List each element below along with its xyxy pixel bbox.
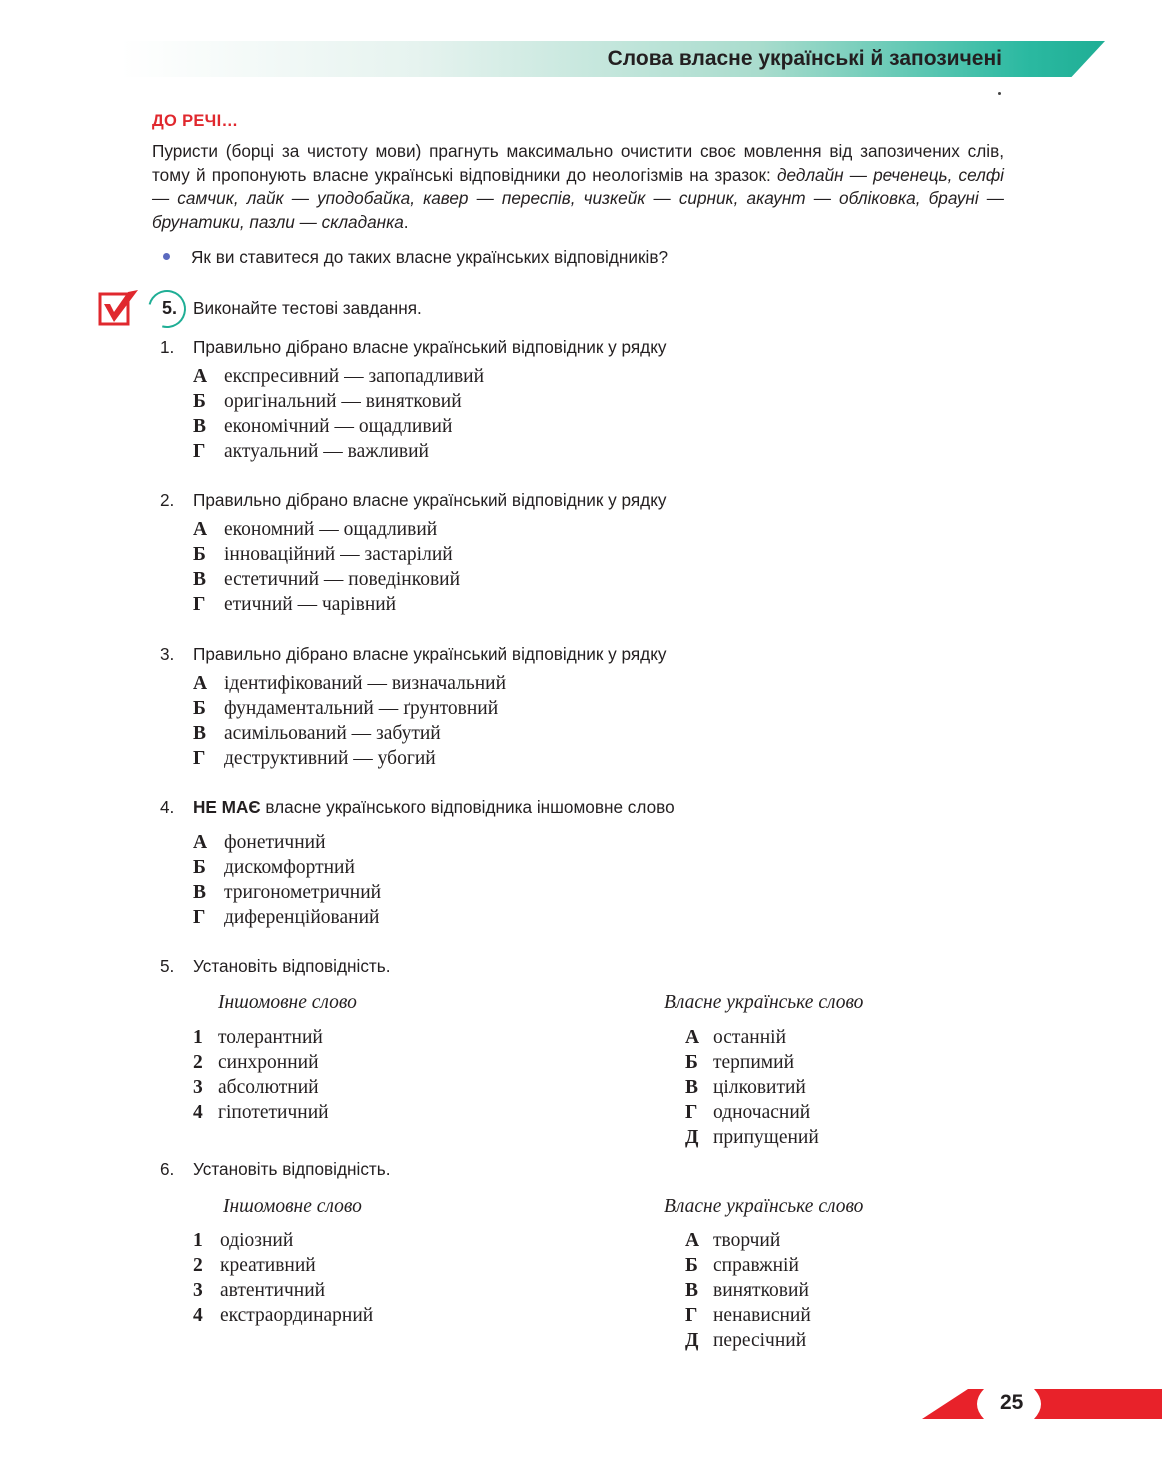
task-number: 5.	[162, 298, 178, 318]
question-number: 1.	[160, 337, 175, 357]
task-instruction: Виконайте тестові завдання.	[193, 298, 422, 318]
option	[193, 905, 381, 930]
item-text: ненависний	[713, 1305, 811, 1326]
question-text: Правильно дібрано власне український відповідник у рядку	[193, 337, 667, 357]
option-letter: Г	[193, 441, 206, 462]
option	[193, 542, 460, 567]
question-number: 2.	[160, 490, 175, 510]
question-2	[160, 490, 667, 511]
question-text: Установіть відповідність.	[193, 1159, 391, 1179]
list-item	[685, 1125, 819, 1150]
bullet-dot-icon	[163, 253, 170, 260]
item-text: креативний	[220, 1255, 316, 1276]
question-6-left-list	[193, 1228, 373, 1328]
question-number: 3.	[160, 644, 175, 664]
list-item	[193, 1303, 373, 1328]
option	[193, 696, 506, 721]
list-item	[193, 1278, 373, 1303]
question-1	[160, 337, 667, 358]
option	[193, 721, 506, 746]
option	[193, 517, 460, 542]
list-item	[193, 1100, 329, 1125]
page-number: 25	[1000, 1391, 1024, 1414]
question-4-options	[193, 830, 381, 930]
list-item	[685, 1100, 819, 1125]
option-text: фонетичний	[224, 832, 326, 853]
question-1-options	[193, 364, 484, 464]
item-text: пересічний	[713, 1330, 807, 1351]
option-text: актуальний — важливий	[224, 441, 429, 462]
option-letter: Г	[193, 594, 206, 615]
item-letter: Б	[685, 1255, 698, 1276]
item-letter: Д	[685, 1330, 699, 1351]
list-item	[193, 1228, 373, 1253]
item-text: автентичний	[220, 1280, 326, 1301]
item-letter: В	[685, 1077, 699, 1098]
question-6-right-list	[685, 1228, 811, 1353]
item-text: абсолютний	[218, 1077, 319, 1098]
question-text: власне українського відповідника іншомовне слово	[260, 797, 675, 817]
option-text: оригінальний — винятковий	[224, 391, 462, 412]
list-item	[193, 1050, 329, 1075]
question-2-options	[193, 517, 460, 617]
list-item	[685, 1050, 819, 1075]
bullet-question	[163, 247, 668, 268]
item-letter: Г	[685, 1305, 698, 1326]
column-title-native: Власне українське слово	[664, 1196, 864, 1217]
option	[193, 830, 381, 855]
question-emphasis: НЕ МАЄ	[193, 797, 261, 817]
question-6	[160, 1159, 391, 1180]
item-number: 2	[193, 1052, 203, 1073]
option	[193, 364, 484, 389]
bullet-question-text: Як ви ставитеся до таких власне українських відповідників?	[191, 247, 669, 267]
option-text: естетичний — поведінковий	[224, 569, 461, 590]
option-text: експресивний — запопадливий	[224, 366, 485, 387]
item-letter: А	[685, 1230, 700, 1251]
option-text: дискомфортний	[224, 857, 355, 878]
option	[193, 880, 381, 905]
item-text: синхронний	[218, 1052, 319, 1073]
option-text: економний — ощадливий	[224, 519, 438, 540]
item-number: 3	[193, 1077, 203, 1098]
column-title-foreign: Іншомовне слово	[218, 992, 357, 1013]
list-item	[193, 1253, 373, 1278]
red-checkmark-icon	[98, 288, 142, 328]
item-number: 1	[193, 1230, 203, 1251]
item-number: 4	[193, 1305, 203, 1326]
item-letter: В	[685, 1280, 699, 1301]
question-5	[160, 956, 391, 977]
item-letter: Б	[685, 1052, 698, 1073]
item-number: 4	[193, 1102, 203, 1123]
option	[193, 592, 460, 617]
option-letter: А	[193, 673, 208, 694]
item-number: 1	[193, 1027, 203, 1048]
item-text: цілковитий	[713, 1077, 806, 1098]
option-letter: В	[193, 569, 207, 590]
aside-heading: ДО РЕЧІ…	[152, 112, 239, 130]
question-text: Установіть відповідність.	[193, 956, 391, 976]
option	[193, 389, 484, 414]
option-text: деструктивний — убогий	[224, 748, 436, 769]
list-item	[685, 1228, 811, 1253]
question-3-options	[193, 671, 506, 771]
option-letter: В	[193, 723, 207, 744]
question-4	[160, 797, 675, 818]
option-text: ідентифікований — визначальний	[224, 673, 507, 694]
option-letter: А	[193, 519, 208, 540]
option-text: економічний — ощадливий	[224, 416, 453, 437]
item-letter: Г	[685, 1102, 698, 1123]
option-letter: Б	[193, 544, 206, 565]
option-letter: Г	[193, 907, 206, 928]
aside-examples: дедлайн — реченець, селфі — самчик, лайк — уподобайка, кавер — переспів, чизкейк — сирник, акаунт — обліковка, брауні — брунатики, пазли — складанка	[152, 164, 1004, 232]
question-text: Правильно дібрано власне український відповідник у рядку	[193, 644, 667, 664]
option-text: тригонометричний	[224, 882, 382, 903]
item-letter: А	[685, 1027, 700, 1048]
option-letter: А	[193, 366, 208, 387]
footer-band	[922, 1389, 1162, 1419]
list-item	[685, 1303, 811, 1328]
option-letter: А	[193, 832, 208, 853]
aside-paragraph	[152, 140, 1004, 234]
option	[193, 414, 484, 439]
list-item	[193, 1025, 329, 1050]
list-item	[685, 1025, 819, 1050]
list-item	[685, 1075, 819, 1100]
item-number: 3	[193, 1280, 203, 1301]
question-number: 5.	[160, 956, 175, 976]
list-item	[685, 1253, 811, 1278]
option-text: інноваційний — застарілий	[224, 544, 453, 565]
option	[193, 439, 484, 464]
question-number: 6.	[160, 1159, 175, 1179]
option	[193, 746, 506, 771]
item-text: толерантний	[218, 1027, 323, 1048]
option-letter: В	[193, 882, 207, 903]
item-text: останній	[713, 1027, 787, 1048]
item-text: справжній	[713, 1255, 799, 1276]
option	[193, 567, 460, 592]
page-title: Слова власне українські й запозичені	[607, 47, 1002, 70]
question-3	[160, 644, 667, 665]
header-dot	[998, 92, 1001, 95]
option-letter: Б	[193, 391, 206, 412]
list-item	[685, 1278, 811, 1303]
question-5-right-list	[685, 1025, 819, 1150]
option	[193, 671, 506, 696]
list-item	[193, 1075, 329, 1100]
option-letter: Б	[193, 857, 206, 878]
question-5-left-list	[193, 1025, 329, 1125]
aside-text-before: Пуристи (борці за чистоту мови) прагнуть максимально очистити своє мовлення від запозичених слів, тому й пропонують власне українські відповідники до неологізмів на зразок:	[152, 141, 1004, 185]
column-title-native: Власне українське слово	[664, 992, 864, 1013]
item-text: терпимий	[713, 1052, 795, 1073]
item-letter: Д	[685, 1127, 699, 1148]
list-item	[685, 1328, 811, 1353]
item-text: одіозний	[220, 1230, 294, 1251]
option-text: асимільований — забутий	[224, 723, 441, 744]
aside-text-after: .	[403, 211, 409, 232]
question-text: Правильно дібрано власне український відповідник у рядку	[193, 490, 667, 510]
column-title-foreign: Іншомовне слово	[223, 1196, 362, 1217]
item-text: творчий	[713, 1230, 781, 1251]
item-number: 2	[193, 1255, 203, 1276]
option-letter: В	[193, 416, 207, 437]
item-text: гіпотетичний	[218, 1102, 329, 1123]
option-letter: Г	[193, 748, 206, 769]
option	[193, 855, 381, 880]
item-text: винятковий	[713, 1280, 809, 1301]
option-text: диференційований	[224, 907, 380, 928]
option-text: етичний — чарівний	[224, 594, 397, 615]
item-text: одночасний	[713, 1102, 811, 1123]
item-text: припущений	[713, 1127, 819, 1148]
option-letter: Б	[193, 698, 206, 719]
question-number: 4.	[160, 797, 175, 817]
item-text: екстраординарний	[220, 1305, 374, 1326]
option-text: фундаментальний — ґрунтовний	[224, 698, 499, 719]
